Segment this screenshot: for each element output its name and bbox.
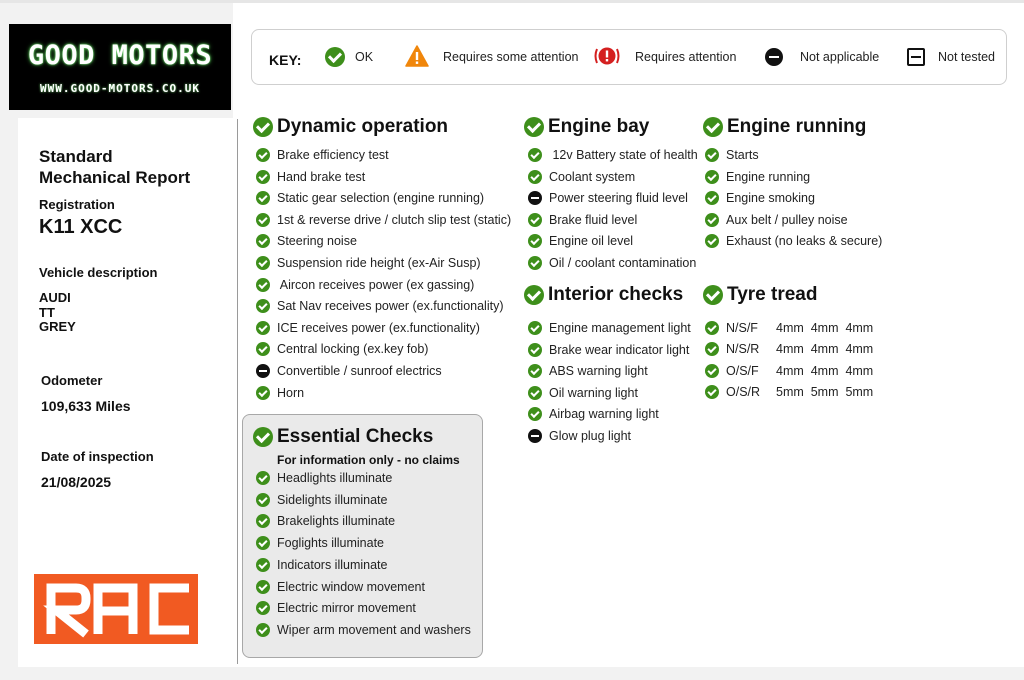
warning-triangle-icon: [405, 45, 429, 70]
section-title: Tyre tread: [727, 284, 818, 305]
logo-title: GOOD MOTORS: [27, 40, 213, 71]
checklist-item-label: Oil / coolant contamination: [549, 256, 697, 270]
minus-circle-icon: [528, 191, 542, 205]
check-circle-icon: [528, 343, 542, 357]
check-circle-icon: [253, 427, 273, 447]
checklist-item-label: Glow plug light: [549, 429, 631, 443]
key-item-some-attention: [405, 44, 579, 70]
checklist-item-engine-bay: [528, 168, 635, 186]
checklist-item-label: Horn: [277, 385, 305, 400]
checklist-item-essential: [256, 534, 384, 552]
check-circle-icon: [524, 117, 544, 137]
checklist-item-engine-bay: [528, 232, 633, 250]
section-title: Engine bay: [548, 116, 650, 137]
checklist-item-label: Aux belt / pulley noise: [726, 212, 848, 227]
checklist-item-dynamic: [256, 254, 481, 272]
checklist-item-engine-running: [705, 189, 815, 207]
checklist-item-label: Static gear selection (engine running): [277, 191, 485, 206]
checklist-item-label: Power steering fluid level: [549, 191, 688, 206]
checklist-item-dynamic: [256, 340, 428, 358]
tyre-readings: 5mm 5mm 5mm: [776, 384, 874, 399]
check-circle-icon: [703, 117, 723, 137]
check-circle-icon: [256, 191, 270, 205]
minus-circle-icon: [765, 48, 783, 66]
checklist-item-label: ABS warning light: [549, 364, 648, 379]
rac-logo-graphic: [34, 574, 198, 644]
checklist-item-label: Indicators illuminate: [277, 557, 388, 572]
checklist-item-label: Suspension ride height (ex-Air Susp): [277, 256, 481, 270]
checklist-item-essential: [256, 578, 425, 596]
check-circle-icon: [528, 321, 542, 335]
checklist-item-label: Engine smoking: [726, 191, 815, 206]
checklist-item-dynamic: [256, 211, 511, 229]
checklist-item-label: Oil warning light: [549, 385, 638, 400]
checklist-item-dynamic: [256, 168, 365, 186]
checklist-item-dynamic: [256, 189, 484, 207]
checklist-item-interior: [528, 405, 659, 423]
tyre-readings: 4mm 4mm 4mm: [776, 363, 874, 378]
checklist-item-label: Steering noise: [277, 234, 357, 249]
key-item-not-tested: [907, 44, 995, 70]
check-circle-icon: [256, 299, 270, 313]
section-title: Essential Checks: [277, 426, 434, 447]
checklist-item-essential: [256, 491, 387, 509]
checklist-item-dynamic: [256, 362, 442, 380]
check-circle-icon: [528, 364, 542, 378]
minus-circle-icon: [528, 429, 542, 443]
checklist-item-label: Coolant system: [549, 169, 636, 184]
check-circle-icon: [528, 256, 542, 270]
check-circle-icon: [256, 170, 270, 184]
inspection-date-label: Date of inspection: [41, 449, 154, 464]
checklist-item-essential: [256, 621, 471, 639]
vehicle-colour: GREY: [39, 319, 76, 334]
checklist-item-essential: [256, 512, 395, 530]
check-circle-icon: [256, 386, 270, 400]
check-circle-icon: [253, 117, 273, 137]
section-title: Interior checks: [548, 284, 684, 305]
check-circle-icon: [528, 148, 542, 162]
status-key: [251, 29, 1007, 85]
checklist-item-tyre: [705, 340, 873, 358]
check-circle-icon: [256, 234, 270, 248]
key-label-not-tested: Not tested: [938, 50, 995, 64]
checklist-item-tyre: [705, 362, 873, 380]
vehicle-model: TT: [39, 304, 55, 320]
checklist-item-label: Brake fluid level: [549, 212, 638, 227]
alert-circle-icon: [593, 45, 621, 70]
check-circle-icon: [256, 213, 270, 227]
checklist-item-engine-bay: [528, 254, 696, 272]
checklist-item-interior: [528, 427, 631, 445]
minus-square-icon: [907, 48, 925, 66]
section-heading-interior-checks: [524, 284, 683, 306]
checklist-item-tyre: [705, 319, 873, 337]
section-heading-engine-running: [703, 116, 866, 138]
tyre-position: N/S/F: [726, 321, 758, 335]
check-circle-icon: [528, 386, 542, 400]
checklist-item-engine-running: [705, 146, 759, 164]
check-circle-icon: [528, 170, 542, 184]
key-title: KEY:: [269, 52, 302, 68]
key-label-ok: OK: [355, 50, 374, 64]
check-circle-icon: [705, 170, 719, 184]
check-circle-icon: [256, 148, 270, 162]
check-circle-icon: [528, 234, 542, 248]
checklist-item-label: 1st & reverse drive / clutch slip test (static): [277, 212, 512, 227]
logo-url: WWW.GOOD-MOTORS.CO.UK: [39, 82, 201, 95]
tyre-position: O/S/R: [726, 384, 761, 399]
key-item-attention: [593, 44, 736, 70]
key-item-not-applicable: [765, 44, 879, 70]
checklist-item-label: Foglights illuminate: [277, 536, 384, 551]
key-label-not-applicable: Not applicable: [800, 50, 880, 64]
check-circle-icon: [705, 234, 719, 248]
checklist-item-label: Convertible / sunroof electrics: [277, 364, 442, 378]
check-circle-icon: [325, 47, 345, 67]
check-circle-icon: [256, 493, 270, 507]
checklist-item-dynamic: [256, 297, 503, 315]
tyre-position: N/S/R: [726, 342, 760, 357]
checklist-item-essential: [256, 469, 392, 487]
checklist-item-label: Airbag warning light: [549, 407, 659, 422]
checklist-item-label: Exhaust (no leaks & secure): [726, 234, 883, 249]
checklist-item-dynamic: [256, 276, 474, 294]
checklist-item-interior: [528, 341, 689, 359]
check-circle-icon: [256, 321, 270, 335]
checklist-item-label: Engine oil level: [549, 234, 634, 249]
odometer-label: Odometer: [41, 373, 103, 388]
check-circle-icon: [256, 471, 270, 485]
section-heading-essential-checks: [253, 426, 433, 448]
column-divider: [237, 119, 238, 664]
checklist-item-interior: [528, 319, 691, 337]
report-title: [39, 146, 190, 188]
check-circle-icon: [703, 285, 723, 305]
check-circle-icon: [705, 342, 719, 356]
key-label-attention: Requires attention: [635, 50, 737, 64]
vehicle-description: [39, 291, 76, 335]
section-heading-engine-bay: [524, 116, 649, 138]
checklist-item-label: Brake efficiency test: [277, 148, 389, 162]
vehicle-make: AUDI: [39, 290, 71, 305]
check-circle-icon: [524, 285, 544, 305]
checklist-item-label: Electric mirror movement: [277, 601, 416, 616]
check-circle-icon: [705, 364, 719, 378]
checklist-item-label: Engine running: [726, 169, 811, 184]
rac-logo: [34, 574, 198, 644]
checklist-item-dynamic: [256, 319, 480, 337]
check-circle-icon: [256, 342, 270, 356]
checklist-item-label: Sidelights illuminate: [277, 492, 388, 507]
check-circle-icon: [256, 558, 270, 572]
report-title-line1: Standard: [39, 147, 113, 166]
tyre-position: O/S/F: [726, 363, 759, 378]
checklist-item-label: Sat Nav receives power (ex.functionality): [277, 299, 504, 314]
checklist-item-essential: [256, 599, 416, 617]
checklist-item-label: 12v Battery state of health: [549, 148, 698, 162]
key-item-ok: [325, 44, 373, 70]
checklist-item-interior: [528, 362, 648, 380]
check-circle-icon: [256, 580, 270, 594]
checklist-item-engine-bay: [528, 189, 688, 207]
checklist-item-dynamic: [256, 384, 304, 402]
check-circle-icon: [256, 601, 270, 615]
check-circle-icon: [256, 536, 270, 550]
registration-value: K11 XCC: [39, 216, 123, 238]
checklist-item-dynamic: [256, 232, 357, 250]
vehicle-description-label: Vehicle description: [39, 265, 158, 280]
checklist-item-engine-bay: [528, 146, 698, 164]
checklist-item-dynamic: [256, 146, 389, 164]
tyre-readings: 4mm 4mm 4mm: [776, 342, 874, 357]
check-circle-icon: [256, 278, 270, 292]
checklist-item-label: Starts: [726, 148, 759, 162]
minus-circle-icon: [256, 364, 270, 378]
checklist-item-label: Hand brake test: [277, 169, 366, 184]
section-title: Dynamic operation: [277, 116, 449, 137]
section-heading-tyre-tread: [703, 284, 817, 306]
essential-checks-subtitle: For information only - no claims: [277, 453, 460, 467]
registration-label: Registration: [39, 197, 115, 212]
good-motors-logo: [9, 24, 231, 110]
check-circle-icon: [705, 385, 719, 399]
checklist-item-tyre: [705, 383, 873, 401]
checklist-item-engine-bay: [528, 211, 637, 229]
checklist-item-engine-running: [705, 168, 810, 186]
checklist-item-interior: [528, 384, 638, 402]
checklist-item-engine-running: [705, 232, 882, 250]
section-title: Engine running: [727, 116, 867, 137]
checklist-item-label: Engine management light: [549, 321, 691, 335]
check-circle-icon: [705, 321, 719, 335]
section-heading-dynamic-operation: [253, 116, 448, 138]
check-circle-icon: [256, 623, 270, 637]
checklist-item-label: ICE receives power (ex.functionality): [277, 320, 480, 335]
tyre-readings: 4mm 4mm 4mm: [776, 321, 874, 335]
key-label-some-attention: Requires some attention: [443, 50, 579, 64]
report-title-line2: Mechanical Report: [39, 168, 191, 187]
check-circle-icon: [256, 256, 270, 270]
check-circle-icon: [256, 514, 270, 528]
odometer-value: 109,633 Miles: [41, 398, 131, 414]
checklist-item-label: Electric window movement: [277, 579, 425, 594]
check-circle-icon: [528, 407, 542, 421]
checklist-item-engine-running: [705, 211, 848, 229]
checklist-item-label: Brakelights illuminate: [277, 514, 396, 529]
check-circle-icon: [705, 213, 719, 227]
check-circle-icon: [528, 213, 542, 227]
checklist-item-label: Aircon receives power (ex gassing): [277, 277, 475, 292]
checklist-item-label: Central locking (ex.key fob): [277, 342, 429, 357]
check-circle-icon: [705, 148, 719, 162]
checklist-item-label: Brake wear indicator light: [549, 342, 690, 357]
inspection-date-value: 21/08/2025: [41, 474, 112, 490]
checklist-item-label: Headlights illuminate: [277, 471, 393, 485]
checklist-item-essential: [256, 556, 387, 574]
checklist-item-label: Wiper arm movement and washers: [277, 622, 471, 637]
check-circle-icon: [705, 191, 719, 205]
